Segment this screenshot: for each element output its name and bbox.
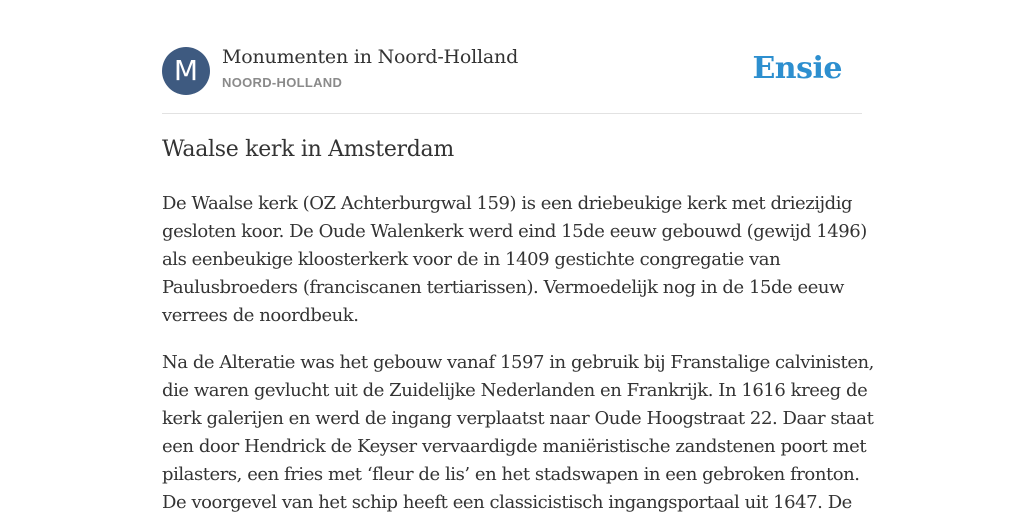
text-line: Na de Alteratie was het gebouw vanaf 1597 in gebruik bij Franstalige calvinisten, — [162, 352, 874, 373]
collection-subtitle[interactable]: NOORD-HOLLAND — [222, 75, 343, 90]
text-line: verrees de noordbeuk. — [162, 305, 359, 326]
collection-title[interactable]: Monumenten in Noord-Holland — [222, 46, 519, 68]
header — [162, 46, 862, 96]
article-body — [162, 190, 874, 512]
text-line: pilasters, een fries met ‘fleur de lis’ en het stadswapen in een gebroken fronton. — [162, 464, 860, 485]
text-line: De voorgevel van het schip heeft een classicistisch ingangsportaal uit 1647. De — [162, 492, 852, 512]
paragraph — [162, 190, 867, 330]
text-line: gesloten koor. De Oude Walenkerk werd eind 15de eeuw gebouwd (gewijd 1496) — [162, 221, 867, 242]
text-line: De Waalse kerk (OZ Achterburgwal 159) is een driebeukige kerk met driezijdig — [162, 193, 853, 214]
text-line: als eenbeukige kloosterkerk voor de in 1409 gestichte congregatie van — [162, 249, 781, 270]
header-divider — [162, 113, 862, 114]
text-line: een door Hendrick de Keyser vervaardigde maniëristische zandstenen poort met — [162, 436, 867, 457]
text-line: kerk galerijen en werd de ingang verplaatst naar Oude Hoogstraat 22. Daar staat — [162, 408, 874, 429]
text-line: die waren gevlucht uit de Zuidelijke Nederlanden en Frankrijk. In 1616 kreeg de — [162, 380, 868, 401]
paragraph — [162, 349, 874, 512]
avatar[interactable]: M — [162, 47, 210, 95]
article-title: Waalse kerk in Amsterdam — [162, 137, 454, 162]
text-line: Paulusbroeders (franciscanen tertiarissen). Vermoedelijk nog in de 15de eeuw — [162, 277, 844, 298]
ensie-logo[interactable]: Ensie — [752, 51, 842, 86]
